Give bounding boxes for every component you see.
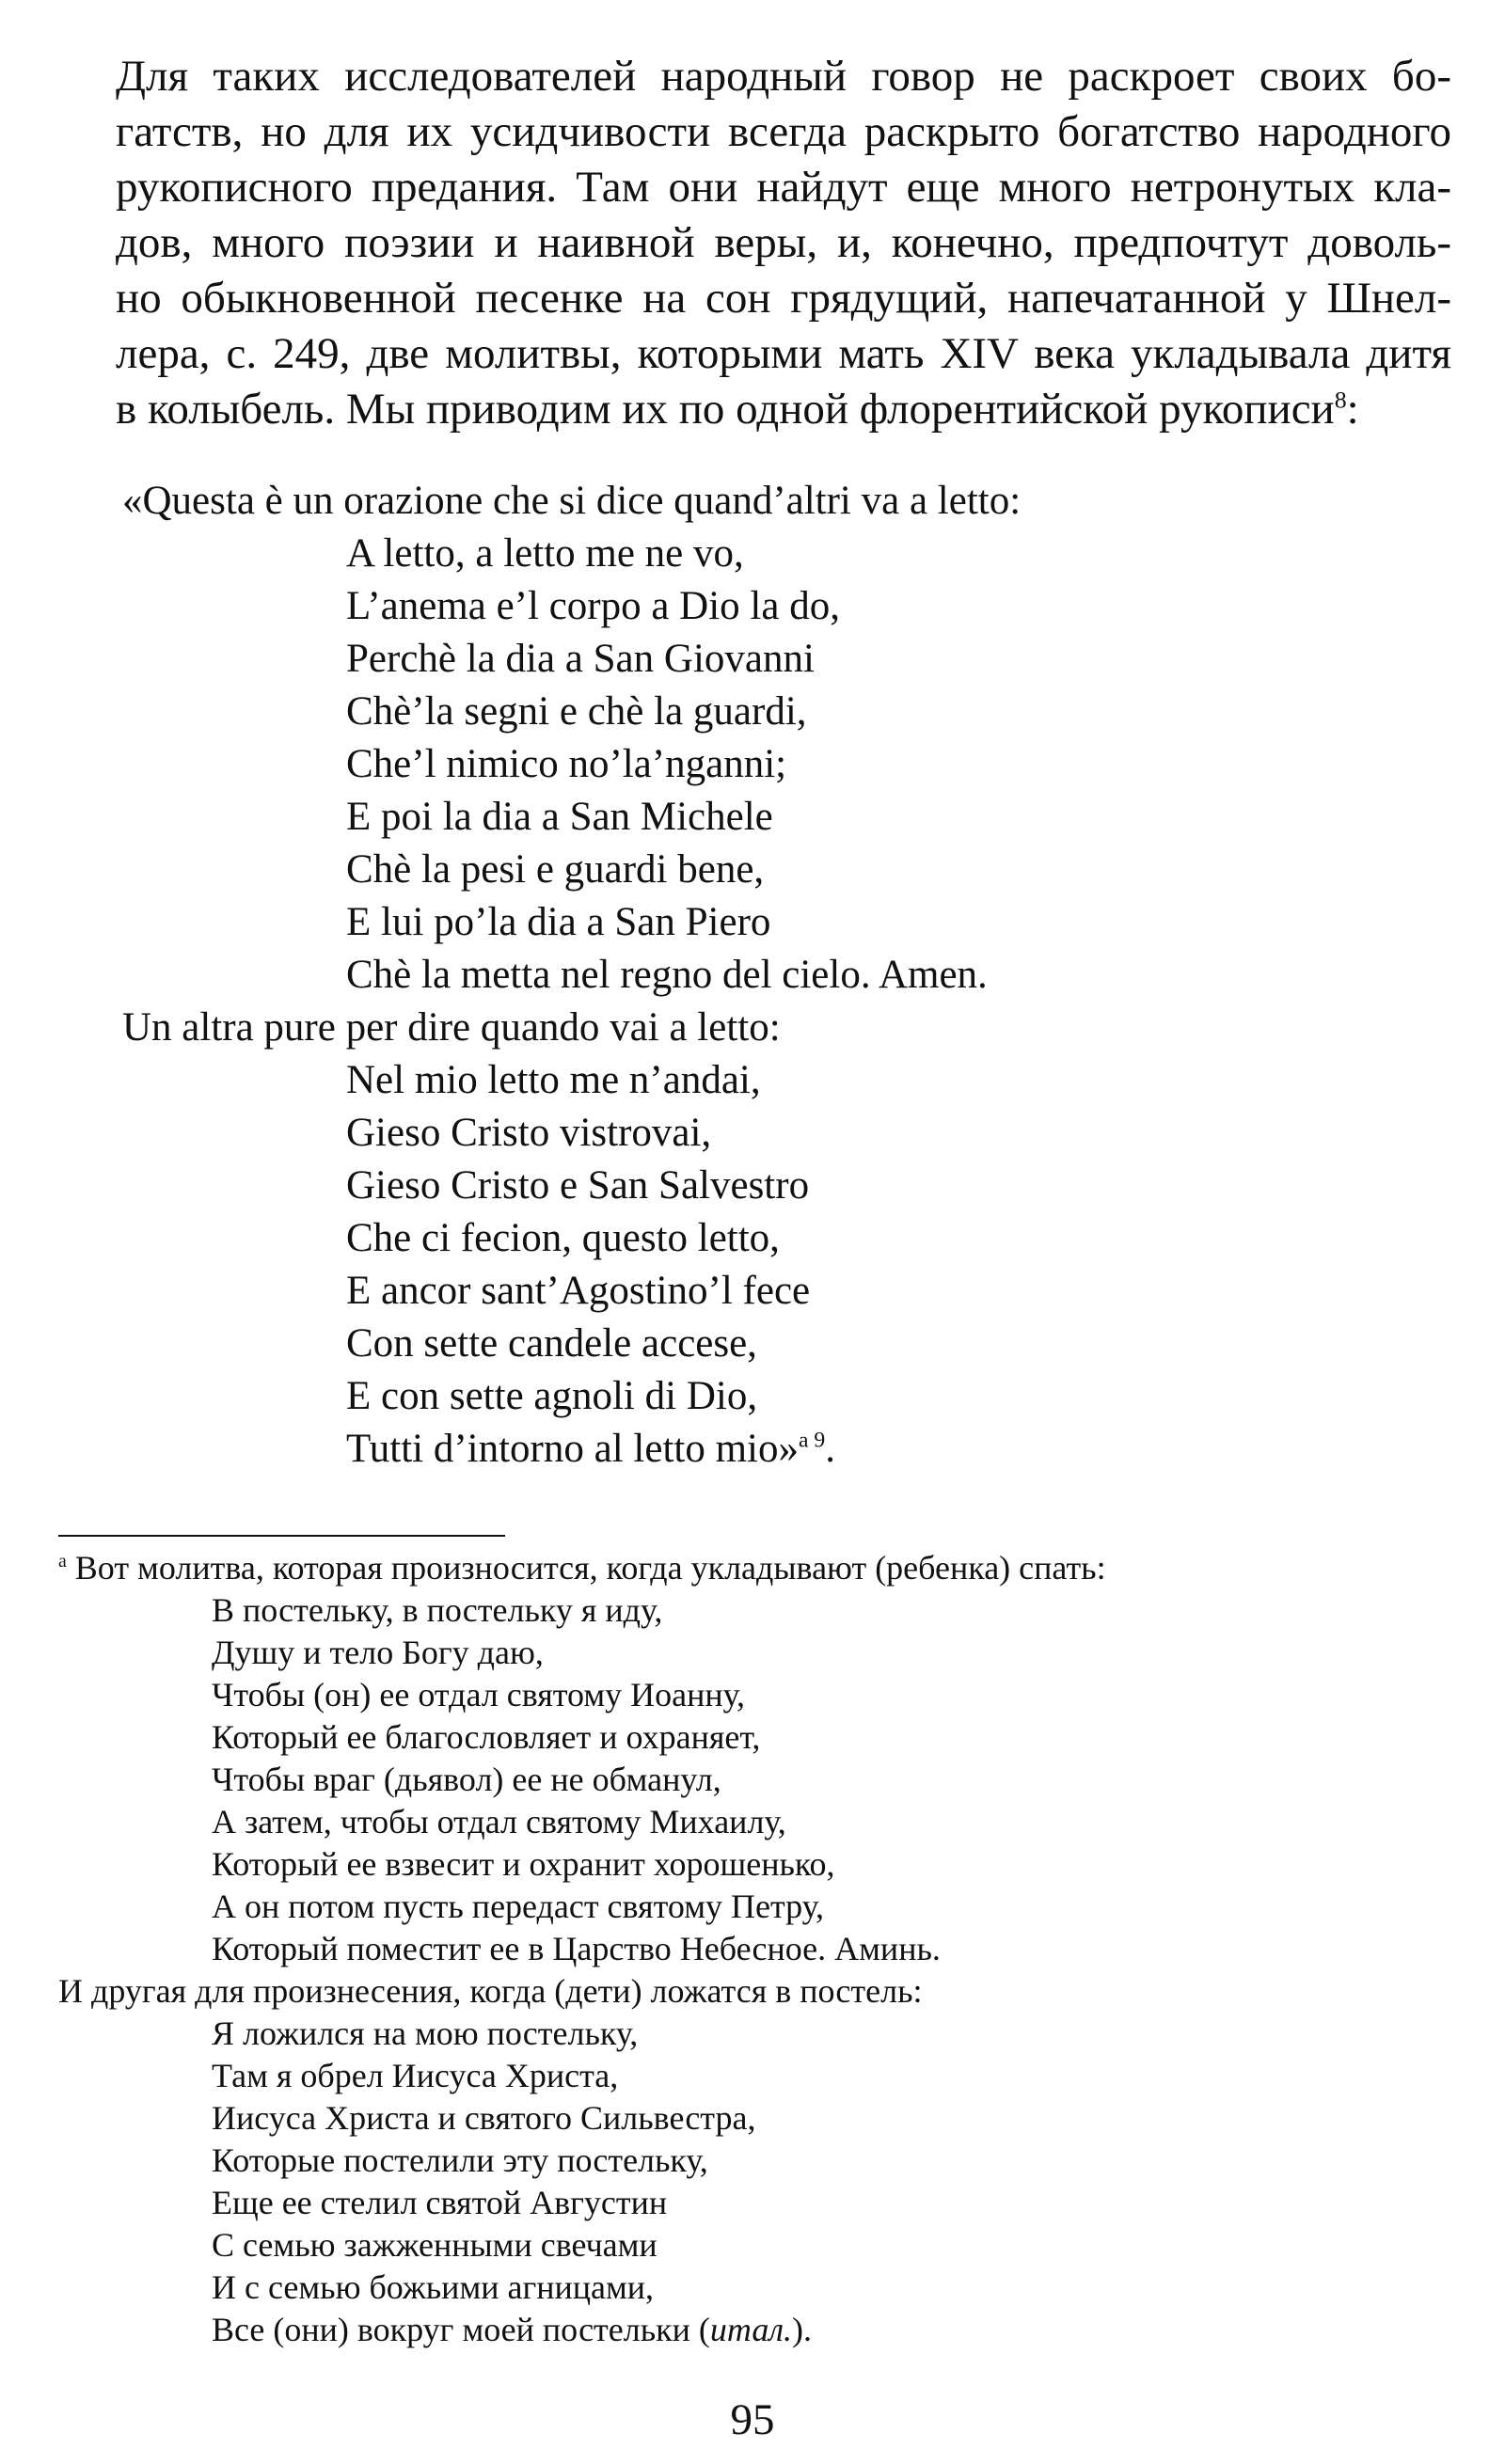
footnote-intro-1 bbox=[58, 1547, 1106, 1589]
footnote-verse: В постельку, в постельку я иду, bbox=[212, 1591, 663, 1629]
italian-intro-1: «Questa è un orazione che si dice quand’altri va a letto: bbox=[122, 479, 1022, 523]
footnote-verse: Чтобы враг (дьявол) ее не обманул, bbox=[212, 1761, 721, 1798]
italian-verse: E poi la dia a San Michele bbox=[346, 795, 773, 839]
italian-verse: E lui po’la dia a San Piero bbox=[346, 900, 771, 944]
italian-verse: L’anema e’l corpo a Dio la do, bbox=[346, 584, 840, 628]
footnote-verse: Душу и тело Богу даю, bbox=[212, 1634, 544, 1671]
text-line: гатств, но для их усидчивости всегда раскрыто богатство народного bbox=[116, 107, 1451, 156]
italian-intro-2: Un altra pure per dire quando vai a letto: bbox=[122, 1005, 781, 1050]
italian-verse: Che’l nimico no’la’nganni; bbox=[346, 742, 787, 786]
footnote-divider bbox=[58, 1535, 505, 1537]
footnote-verse: И с семью божьими агницами, bbox=[212, 2268, 655, 2306]
italian-verse: Che ci fecion, questo letto, bbox=[346, 1216, 780, 1260]
footnote-verse: Которые постелили эту постельку, bbox=[212, 2141, 708, 2179]
text-line-last bbox=[116, 382, 1451, 437]
footnote-verse: Чтобы (он) ее отдал святому Иоанну, bbox=[212, 1676, 746, 1714]
footnote-intro-2: И другая для произнесения, когда (дети) ложатся в постель: bbox=[58, 1972, 923, 2010]
note-reference: a 9 bbox=[798, 1428, 826, 1453]
italian-verse: Chè la pesi e guardi bene, bbox=[346, 847, 765, 892]
colon: : bbox=[1346, 385, 1359, 434]
note-reference: 8 bbox=[1334, 386, 1347, 414]
period: . bbox=[825, 1427, 835, 1471]
italian-verse: Tutti d’intorno al letto mio» bbox=[346, 1427, 799, 1471]
italian-verse: Gieso Cristo e San Salvestro bbox=[346, 1163, 810, 1208]
italian-verse: Gieso Cristo vistrovai, bbox=[346, 1111, 712, 1155]
text-line: дов, много поэзии и наивной веры, и, конечно, предпочтут доволь- bbox=[116, 218, 1451, 267]
italian-verse: Perchè la dia a San Giovanni bbox=[346, 637, 815, 681]
footnote-verse: А затем, чтобы отдал святому Михаилу, bbox=[212, 1803, 786, 1840]
footnote-text: Вот молитва, которая произносится, когда укладывают (ребенка) спать: bbox=[74, 1549, 1106, 1587]
footnote-verse: Который поместит ее в Царство Небесное. Аминь. bbox=[212, 1930, 941, 1967]
italian-verse: Chè la metta nel regno del cielo. Amen. bbox=[346, 953, 988, 997]
italian-verse: A letto, a letto me ne vo, bbox=[346, 531, 744, 576]
footnote-verse: Который ее взвесит и охранит хорошенько, bbox=[212, 1845, 835, 1883]
footnote-verse: С семью зажженными свечами bbox=[212, 2226, 657, 2264]
italian-verse: Chè’la segni e chè la guardi, bbox=[346, 689, 807, 734]
italian-verse: E ancor sant’Agostino’l fece bbox=[346, 1269, 811, 1313]
footnote-verse: Еще ее стелил святой Августин bbox=[212, 2184, 668, 2221]
text-line: лера, с. 249, две молитвы, которыми мать XIV века укладывала дитя bbox=[116, 329, 1451, 378]
italian-verse: Nel mio letto me n’andai, bbox=[346, 1058, 761, 1102]
footnote-verse: Я ложился на мою постельку, bbox=[212, 2014, 639, 2052]
footnote-verse: А он потом пусть передаст святому Петру, bbox=[212, 1887, 825, 1925]
text-line: в колыбель. Мы приводим их по одной флорентийской рукописи bbox=[116, 385, 1335, 434]
italian-verse-last bbox=[346, 1423, 835, 1476]
language-abbrev: итал. bbox=[709, 2311, 793, 2348]
footnote-text: Все (они) вокруг моей постельки ( bbox=[212, 2311, 710, 2348]
italian-verse: Con sette candele accese, bbox=[346, 1321, 757, 1366]
footnote-verse: Иисуса Христа и святого Сильвестра, bbox=[212, 2099, 756, 2137]
text-line: но обыкновенной песенке на сон грядущий, напечатанной у Шнел- bbox=[116, 274, 1451, 323]
footnote-verse-last bbox=[212, 2309, 812, 2351]
footnote-verse: Который ее благословляет и охраняет, bbox=[212, 1718, 761, 1756]
text-line: рукописного предания. Там они найдут еще много нетронутых кла- bbox=[116, 163, 1451, 212]
italian-verse: E con sette agnoli di Dio, bbox=[346, 1374, 758, 1418]
footnote-verse: Там я обрел Иисуса Христа, bbox=[212, 2057, 619, 2094]
text-line: Для таких исследователей народный говор не раскроет своих бо- bbox=[116, 52, 1451, 101]
main-paragraph bbox=[116, 49, 1451, 437]
footnote-text: ). bbox=[792, 2311, 813, 2348]
footnote-marker: a bbox=[58, 1551, 67, 1572]
page-number: 95 bbox=[730, 2395, 775, 2444]
